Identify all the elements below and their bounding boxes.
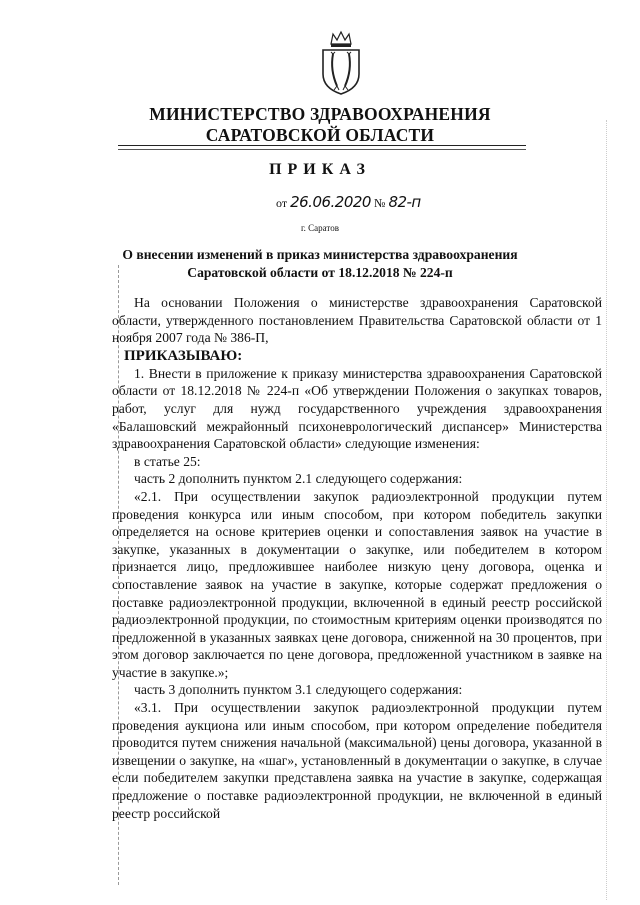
order-number: 82-п — [388, 193, 421, 211]
paragraph-part-2: часть 2 дополнить пунктом 2.1 следующего содержания: — [134, 471, 463, 487]
ministry-name — [0, 104, 640, 146]
paragraph-clause-3-1: «3.1. При осуществлении закупок радиоэлектронной продукции путем проведения аукциона или иным способом, при котором определение победителя проводится путем снижения начальной (максимальной) цены договора, указанной в извещении о закупке, на «шаг», установленный в документации о закупке, в случае если победителем закупки представлена заявка на участие в закупке, содержащая предложение о поставке радиоэлектронной продукции, не включенной в единый реестр российской — [112, 700, 602, 821]
order-date: 26.06.2020 — [290, 193, 371, 211]
ministry-line-2: САРАТОВСКОЙ ОБЛАСТИ — [205, 125, 435, 145]
header-rule-thick — [118, 145, 526, 146]
paragraph-basis: На основании Положения о министерстве здравоохранения Саратовской области, утвержденного постановлением Правительства Саратовской области от 1 ноября 2007 года № 386-П, — [112, 295, 602, 346]
paragraph-part-3: часть 3 дополнить пунктом 3.1 следующего содержания: — [134, 682, 463, 698]
title-line-1: О внесении изменений в приказ министерства здравоохранения — [122, 247, 518, 262]
order-from-label: от — [276, 196, 288, 210]
ministry-line-1: МИНИСТЕРСТВО ЗДРАВООХРАНЕНИЯ — [149, 104, 491, 124]
paragraph-clause-2-1: «2.1. При осуществлении закупок радиоэлектронной продукции путем проведения конкурса или иным способом, при котором победитель закупки определяется на основе критериев оценки и сопоставления заявок на участие в закупке, указанных в документации о закупке, или победителем в котором признается лицо, предложившее наиболее низкую цену договора, оценка и сопоставление заявок на участие в закупке, которые содержат предложения о поставке радиоэлектронной продукции, включенной в единый реестр российской радиоэлектронной продукции, по стоимостным критериям оценки производятся по предложенной в указанных заявках цене договора, сниженной на 30 процентов, при этом договор заключается по цене договора, предложенной участником в заявке на участие в закупке.»; — [112, 488, 602, 680]
city: г. Саратов — [301, 223, 339, 233]
order-date-number — [276, 193, 421, 211]
order-number-label: № — [373, 196, 386, 210]
document-type: ПРИКАЗ — [269, 161, 371, 178]
paragraph-article-25: в статье 25: — [134, 453, 201, 469]
document-title — [0, 246, 640, 282]
scan-edge-line — [606, 120, 607, 900]
document-body — [112, 294, 602, 822]
title-line-2: Саратовской области от 18.12.2018 № 224-п — [187, 265, 453, 280]
paragraph-order-word: ПРИКАЗЫВАЮ: — [124, 347, 243, 364]
coat-of-arms-icon — [317, 30, 365, 96]
header-rule-thin — [118, 149, 526, 150]
paragraph-item-1: 1. Внести в приложение к приказу министерства здравоохранения Саратовской области от 18.12.2018 № 224-п «Об утверждении Положения о закупках товаров, работ, услуг для нужд государственного учреждения здравоохранения «Балашовский межрайонный психоневрологический диспансер» Министерства здравоохранения Саратовской области» следующие изменения: — [112, 365, 602, 452]
